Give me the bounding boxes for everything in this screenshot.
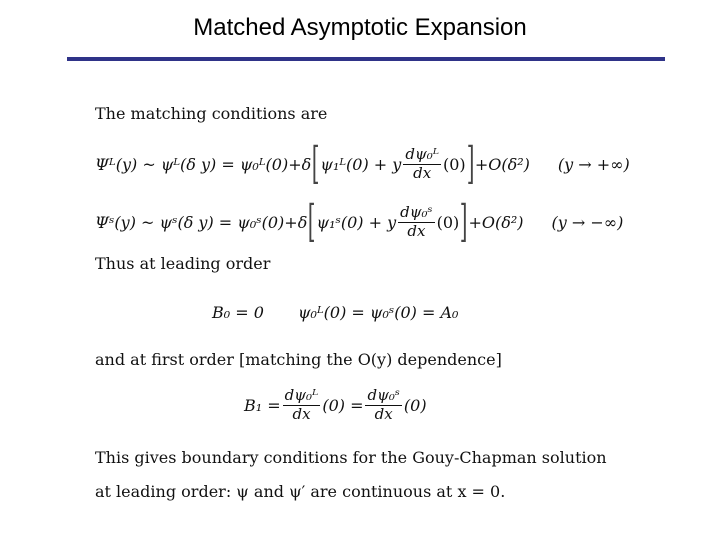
- eq2-order: +O(δ²): [468, 212, 524, 232]
- slide-title: Matched Asymptotic Expansion: [193, 14, 527, 41]
- eq1-order: +O(δ²): [474, 154, 530, 174]
- leading-eq-b0: B₀ = 0: [212, 303, 264, 322]
- first-order-text: and at first order [matching the O(y) dependence]: [95, 350, 502, 369]
- first-eq-mid: (0) =: [322, 395, 364, 415]
- first-eq-end: (0): [403, 395, 427, 415]
- first-eq-fraction-2: [365, 388, 401, 423]
- eq1-right-bracket: ]: [466, 138, 475, 189]
- first-order-equation: [244, 388, 427, 423]
- leading-order-text: Thus at leading order: [95, 254, 271, 273]
- eq1-inner-a: ψ₁ᴸ(0) + y: [320, 154, 402, 174]
- eq2-frac-num: dψ₀ˢ: [400, 202, 433, 221]
- eq1-lhs: Ψᴸ(y) ~ ψᴸ(δ y) = ψ₀ᴸ(0)+δ: [95, 154, 312, 174]
- eq1-frac-num: dψ₀ᴸ: [405, 144, 439, 163]
- title-underline: [67, 57, 665, 61]
- eq1-limit: (y → +∞): [557, 154, 630, 174]
- eq1-inner-b: (0): [443, 154, 466, 174]
- eq2-limit: (y → −∞): [551, 212, 624, 232]
- eq2-inner-a: ψ₁ˢ(0) + y: [316, 212, 397, 232]
- eq1-frac-den: dx: [413, 163, 432, 182]
- eq2-lhs: Ψˢ(y) ~ ψˢ(δ y) = ψ₀ˢ(0)+δ: [95, 212, 308, 232]
- eq2-right-bracket: ]: [459, 196, 468, 247]
- first-eq-den2: dx: [374, 404, 393, 423]
- eq1-left-bracket: [: [311, 138, 320, 189]
- first-eq-den1: dx: [292, 404, 311, 423]
- first-eq-num2: dψ₀ˢ: [367, 386, 400, 404]
- boundary-text: This gives boundary conditions for the Gouy-Chapman solution: [95, 448, 607, 467]
- first-eq-fraction-1: [283, 388, 321, 423]
- leading-eq-psi: ψ₀ᴸ(0) = ψ₀ˢ(0) = A₀: [298, 303, 459, 322]
- eq2-inner-b: (0): [436, 212, 460, 232]
- eq2-fraction: [398, 202, 434, 240]
- equation-small: [95, 196, 624, 247]
- eq1-fraction: [403, 144, 441, 182]
- eq2-frac-den: dx: [407, 221, 426, 240]
- equation-large: [95, 138, 630, 189]
- first-eq-num1: dψ₀ᴸ: [284, 386, 319, 404]
- intro-text: The matching conditions are: [95, 104, 328, 123]
- eq2-left-bracket: [: [308, 196, 316, 247]
- continuity-text: at leading order: ψ and ψ′ are continuous at x = 0.: [95, 482, 506, 501]
- first-eq-lhs: B₁ =: [244, 395, 281, 415]
